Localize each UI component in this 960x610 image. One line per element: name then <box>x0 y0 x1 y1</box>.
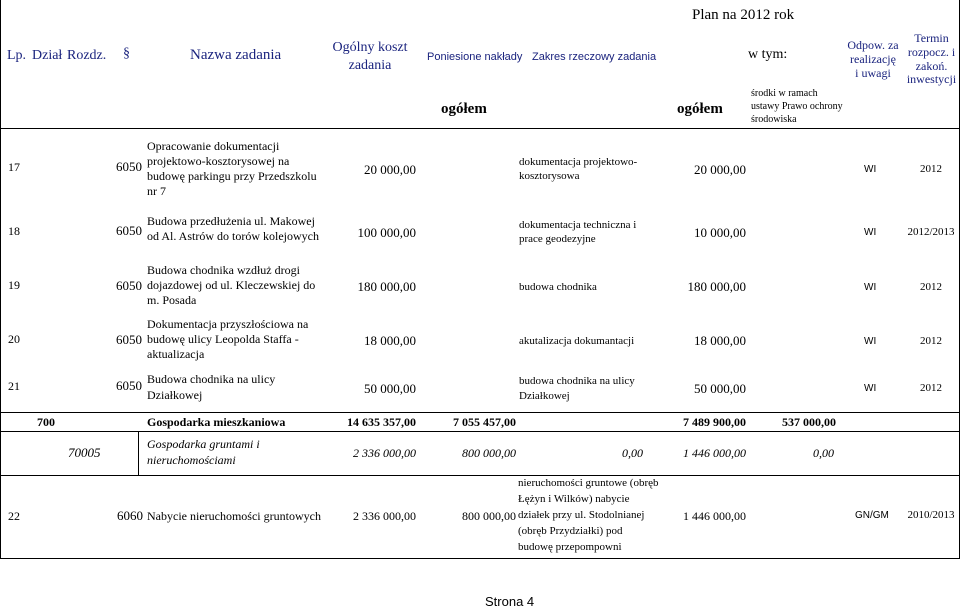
dzial-poniesione: 7 055 457,00 <box>453 415 516 429</box>
rozdz-zero-2: 0,00 <box>813 446 834 460</box>
row-termin: 2012/2013 <box>907 226 955 238</box>
row-zakres: dokumentacja projektowo- kosztorysowa <box>519 156 638 183</box>
rozdz-zero-1: 0,00 <box>622 446 643 460</box>
row-zakres: dokumentacja techniczna i prace geodezyjne <box>519 219 637 246</box>
row-rozdz: 6050 <box>116 159 142 174</box>
row-koszt: 20 000,00 <box>364 162 416 177</box>
table-left-border <box>0 0 1 559</box>
dzial-ogolem: 7 489 900,00 <box>683 415 746 429</box>
dzial-nazwa: Gospodarka mieszkaniowa <box>147 415 286 429</box>
row-nazwa: Dokumentacja przyszłościowa na budowę ulicy Leopolda Staffa - aktualizacja <box>147 317 309 361</box>
row-rozdz: 6050 <box>116 332 142 347</box>
row-koszt: 18 000,00 <box>364 333 416 348</box>
col-zakres-header: Zakres rzeczowy zadania <box>532 51 657 63</box>
row-zakres: akutalizacja dokumantacji <box>519 335 635 347</box>
row-rozdz: 6050 <box>116 223 142 238</box>
col-wtym-header: w tym: <box>748 47 788 62</box>
row-koszt: 50 000,00 <box>364 381 416 396</box>
rozdz-ogolem: 1 446 000,00 <box>683 446 746 460</box>
row-termin: 2012 <box>920 163 942 175</box>
row-lp: 21 <box>8 379 20 393</box>
row-lp: 17 <box>8 160 20 174</box>
rozdz-number: 70005 <box>68 445 101 460</box>
rozdz-poniesione: 800 000,00 <box>462 446 516 460</box>
col-paragraph-header: § <box>123 46 130 61</box>
row-ogolem: 50 000,00 <box>694 381 746 396</box>
row-nazwa: Nabycie nieruchomości gruntowych <box>147 509 321 523</box>
table-bottom-rule <box>0 558 960 559</box>
row-ogolem: 180 000,00 <box>687 279 746 294</box>
page-number: Strona 4 <box>485 594 535 609</box>
rozdz-nazwa: Gospodarka gruntami i nieruchomościami <box>147 437 260 467</box>
dzial-number: 700 <box>37 415 55 429</box>
row-nazwa: Budowa chodnika na ulicy Działkowej <box>147 372 276 402</box>
row-rozdz: 6050 <box>116 378 142 393</box>
srodki-header: środki w ramach ustawy Prawo ochrony środowiska <box>751 88 843 125</box>
col-termin-header: Termin rozpocz. i zakoń. inwestycji <box>906 31 957 87</box>
row-zakres: nieruchomości gruntowe (obręb Łężyn i Wilków) nabycie działek przy ul. Stodolnianej (obręb Przydziałki) pod budowę przepompowni <box>518 477 659 553</box>
dzial-koszt: 14 635 357,00 <box>347 415 416 429</box>
section-700-top-rule <box>0 412 960 413</box>
row-termin: 2010/2013 <box>907 509 955 521</box>
col-rozdz-header: Rozdz. <box>67 48 107 63</box>
row-koszt: 180 000,00 <box>357 279 416 294</box>
row-lp: 20 <box>8 332 20 346</box>
row-rozdz: 6050 <box>116 278 142 293</box>
col-odpow-header: Odpow. za realizację i uwagi <box>847 38 899 80</box>
row-lp: 19 <box>8 278 20 292</box>
col-dzial-header: Dział <box>32 48 63 63</box>
col-lp-header: Lp. <box>7 48 27 63</box>
row-odpow: WI <box>864 383 877 394</box>
row-nazwa: Opracowanie dokumentacji projektowo-kosztorysowej na budowę parkingu przy Przedszkolu nr 7 <box>147 139 317 198</box>
dzial-srodki: 537 000,00 <box>782 415 836 429</box>
row-lp: 18 <box>8 224 20 238</box>
row-odpow: WI <box>864 282 877 293</box>
row-poniesione: 800 000,00 <box>462 509 516 523</box>
row-termin: 2012 <box>920 382 942 394</box>
ogolem-header-2: ogółem <box>677 101 723 117</box>
row-odpow: GN/GM <box>855 510 889 521</box>
row-zakres: budowa chodnika <box>519 281 597 293</box>
col-nazwa-header: Nazwa zadania <box>190 47 282 63</box>
row-zakres: budowa chodnika na ulicy Działkowej <box>519 375 635 402</box>
ogolem-header-1: ogółem <box>441 101 487 117</box>
row-paragraph: 6060 <box>117 508 143 523</box>
row-termin: 2012 <box>920 281 942 293</box>
section-700-bottom-rule <box>0 431 960 432</box>
row-nazwa: Budowa chodnika wzdłuż drogi dojazdowej od ul. Kleczewskiej do m. Posada <box>147 263 316 307</box>
row-odpow: WI <box>864 227 877 238</box>
row-koszt: 100 000,00 <box>357 225 416 240</box>
row-ogolem: 10 000,00 <box>694 225 746 240</box>
col-poniesione-header: Poniesione nakłady <box>427 51 523 63</box>
row-odpow: WI <box>864 164 877 175</box>
section-70005-bottom-rule <box>0 475 960 476</box>
row-odpow: WI <box>864 336 877 347</box>
row-termin: 2012 <box>920 335 942 347</box>
row-nazwa: Budowa przedłużenia ul. Makowej od Al. Astrów do torów kolejowych <box>147 214 319 243</box>
row-ogolem: 1 446 000,00 <box>683 509 746 523</box>
row-ogolem: 20 000,00 <box>694 162 746 177</box>
row-lp: 22 <box>8 509 20 523</box>
cell-divider <box>138 431 139 476</box>
header-bottom-rule <box>0 128 960 129</box>
row-koszt: 2 336 000,00 <box>353 509 416 523</box>
rozdz-koszt: 2 336 000,00 <box>353 446 416 460</box>
plan-title: Plan na 2012 rok <box>692 7 795 23</box>
row-ogolem: 18 000,00 <box>694 333 746 348</box>
col-ogolny-header: Ogólny koszt zadania <box>332 40 408 73</box>
